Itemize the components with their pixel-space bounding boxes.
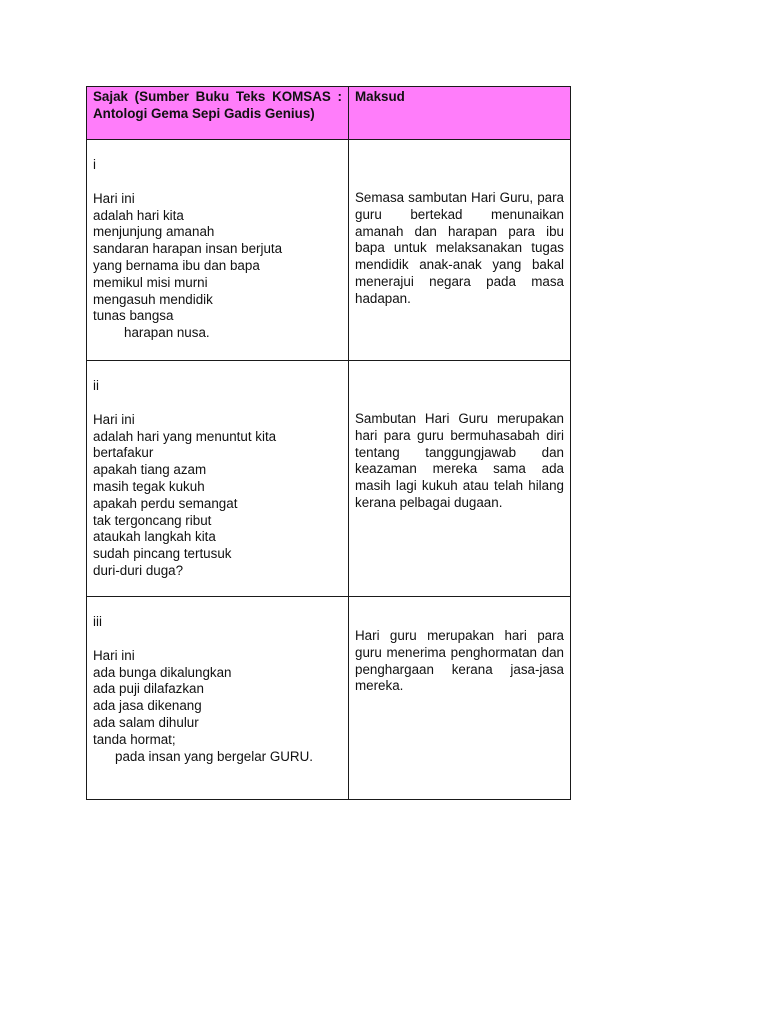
poem-line: apakah tiang azam [93,462,207,478]
poem-cell [87,361,349,597]
poem-line: pada insan yang bergelar GURU. [115,748,313,764]
poem-line: adalah hari yang menuntut kita [93,428,277,444]
poem-line: sudah pincang tertusuk [93,546,232,562]
poem-line: Hari ini [93,647,135,663]
poem-line: tanda hormat; [93,731,176,747]
poem-line: adalah hari kita [93,207,184,223]
header-meaning: Maksud [349,87,571,140]
poem-line: apakah perdu semangat [93,495,238,511]
stanza-numeral: ii [93,378,99,393]
poem-line: ada bunga dikalungkan [93,664,232,680]
poem-line: harapan nusa. [124,325,210,341]
meaning-text: Sambutan Hari Guru merupakan hari para guru bermuhasabah diri tentang tanggungjawab dan keazaman mereka sama ada masih lagi kukuh atau telah hilang kerana pelbagai dugaan. [355,411,564,510]
poem-line: ada jasa dikenang [93,698,202,714]
table-header-row [87,87,571,140]
poem-line: sandaran harapan insan berjuta [93,241,283,257]
poem-line: tak tergoncang ribut [93,512,212,528]
poem-line: Hari ini [93,411,135,427]
poem-line: masih tegak kukuh [93,478,205,494]
poem-line: yang bernama ibu dan bapa [93,257,260,273]
poem-line: tunas bangsa [93,308,174,324]
poem-meaning-table [86,86,571,800]
poem-line: memikul misi murni [93,274,208,290]
poem-line: mengasuh mendidik [93,291,213,307]
poem-line: ataukah langkah kita [93,529,216,545]
meaning-text: Hari guru merupakan hari para guru menerima penghormatan dan penghargaan kerana jasa-jasa mereka. [355,628,564,694]
poem-line: Hari ini [93,190,135,206]
poem-line: ada puji dilafazkan [93,681,204,697]
poem-line: menjunjung amanah [93,224,215,240]
poem-line: bertafakur [93,445,154,461]
poem-line: duri-duri duga? [93,562,184,578]
poem-cell [87,597,349,800]
meaning-cell [349,361,571,597]
poem-line: ada salam dihulur [93,714,199,730]
table-row [87,140,571,361]
meaning-cell [349,597,571,800]
meaning-cell [349,140,571,361]
poem-cell [87,140,349,361]
stanza-numeral: i [93,157,96,172]
meaning-text: Semasa sambutan Hari Guru, para guru bertekad menunaikan amanah dan harapan para ibu bapa untuk melaksanakan tugas mendidik anak-anak yang bakal menerajui negara pada masa hadapan. [355,190,564,306]
stanza-numeral: iii [93,614,102,629]
header-poem: Sajak (Sumber Buku Teks KOMSAS : Antologi Gema Sepi Gadis Genius) [87,87,349,140]
table-row [87,361,571,597]
table-row [87,597,571,800]
